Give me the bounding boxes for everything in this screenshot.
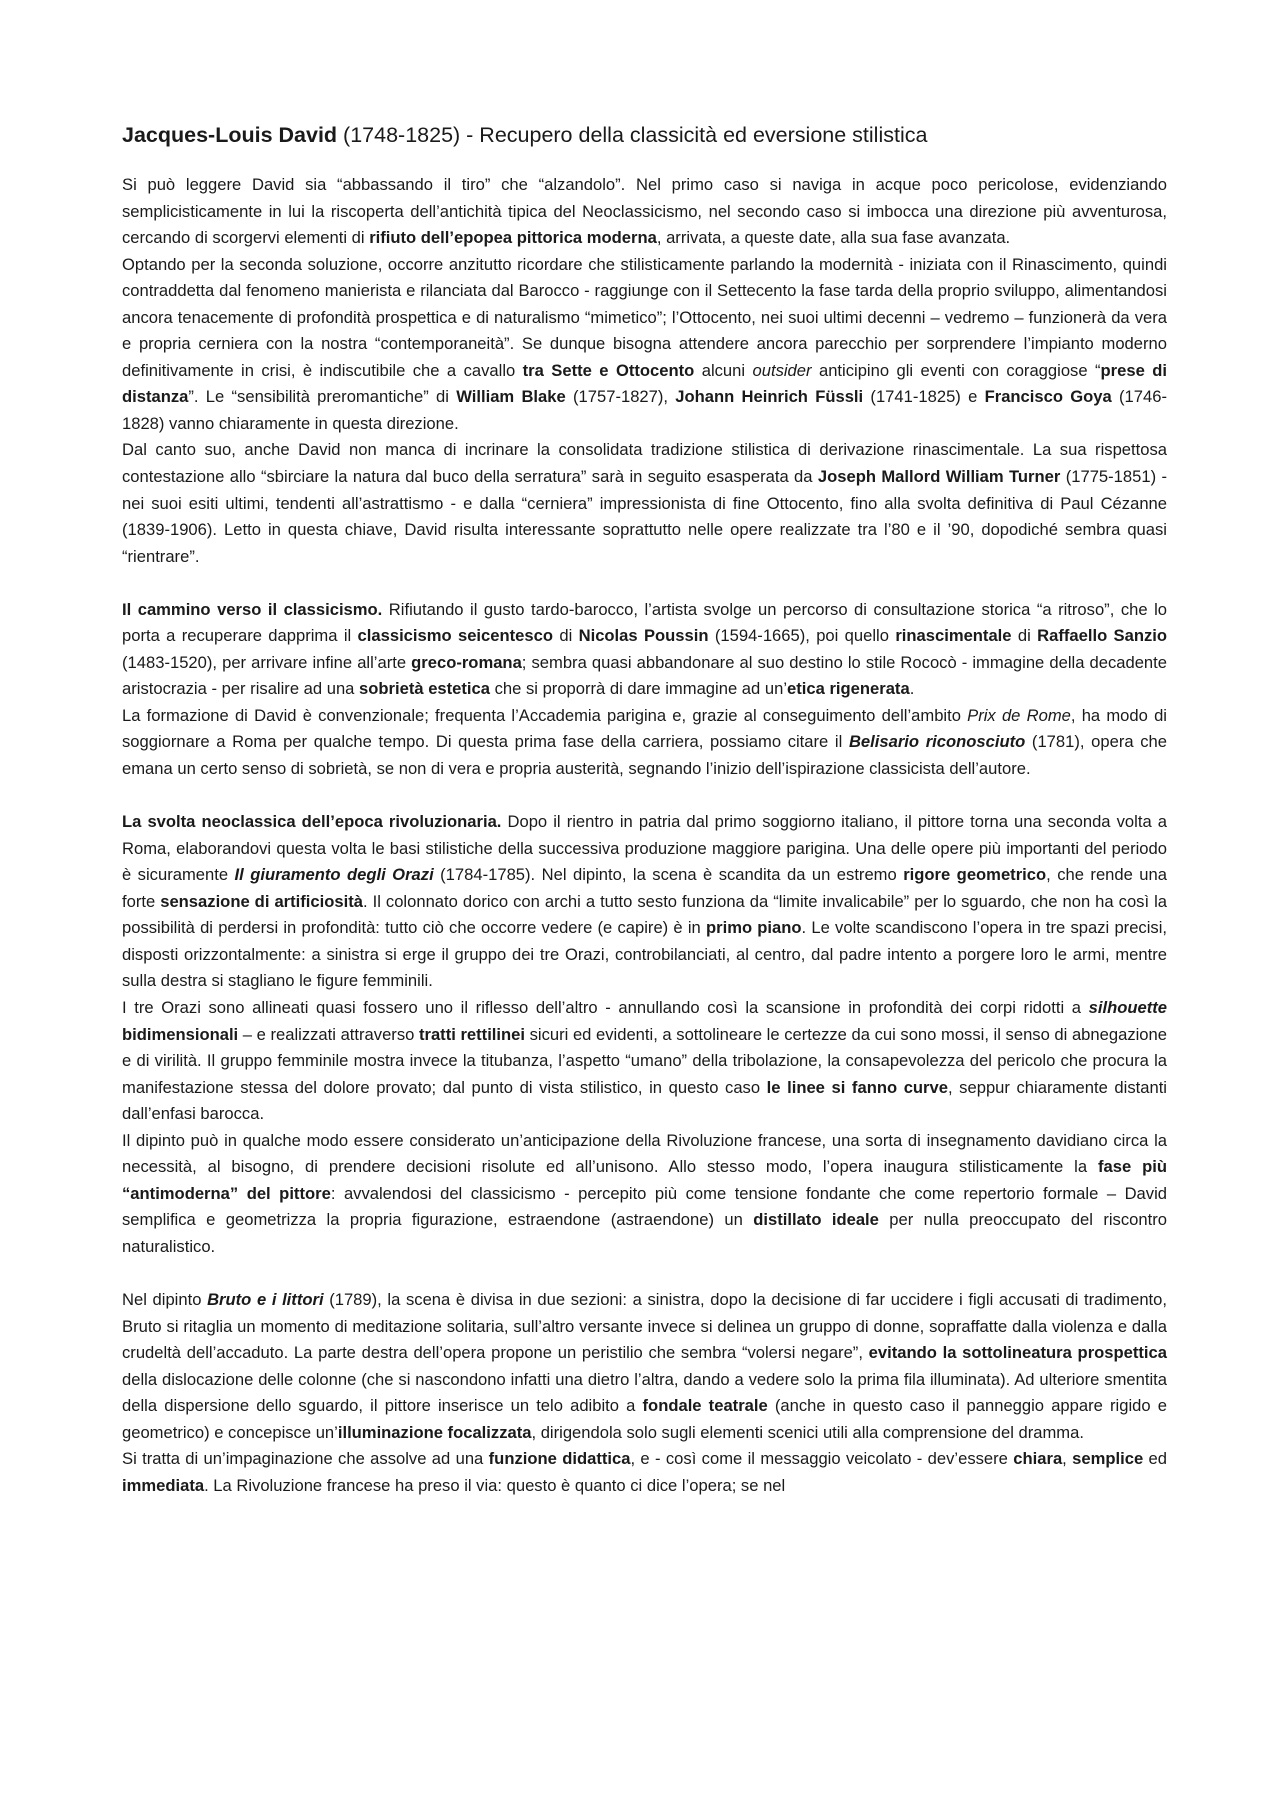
text-run: (1781), opera che emana un certo senso di sobrietà, se non di vera e propria austerità, segnando l’inizio dell’ispirazione classicista dell’autore. [122, 732, 1168, 779]
bold-text: funzione didattica [488, 1449, 631, 1469]
text-run: (1483-1520), per arrivare infine all’arte [122, 652, 412, 672]
text-run: (1748-1825) - Recupero della classicità ed eversione stilistica [337, 123, 928, 147]
paragraph-spacer [122, 570, 1167, 597]
text-run: , [1062, 1449, 1073, 1469]
text-run: , ha modo di soggiornare a Roma per qualche tempo. Di questa prima fase della carriera, possiamo citare il [122, 705, 1167, 752]
text-run: (1594-1665), poi quello [708, 626, 896, 646]
bold-text: Joseph Mallord William Turner [817, 467, 1061, 487]
bold-text: rifiuto dell’epopea pittorica moderna [369, 228, 657, 248]
bold-text: Jacques-Louis David [122, 123, 338, 147]
text-run: (1789), la scena è divisa in due sezioni: a sinistra, dopo la decisione di far uccidere i figli accusati di tradimento, Bruto si ritaglia un momento di meditazione solitaria, sull’altro versante invece si delinea un gruppo di donne, sopraffatte dalla violenza e dalla crudeltà dell’accaduto. La parte destra dell’opera propone un peristilio che sembra “volersi negare”, [122, 1289, 1167, 1363]
bold-text: greco-romana [411, 652, 522, 672]
text-run: I tre Orazi sono allineati quasi fossero uno il riflesso dell’altro - annullando così la scansione in profondità dei corpi ridotti a [122, 997, 1089, 1017]
bold-text: semplice [1072, 1449, 1144, 1469]
bold-text: tratti rettilinei [418, 1024, 525, 1044]
bold-text: La svolta neoclassica dell’epoca rivoluzionaria. [122, 812, 502, 832]
bold-text: prese di distanza [122, 360, 1167, 407]
bold-text: Il cammino verso il classicismo. [122, 599, 383, 619]
text-run: Si tratta di un’impaginazione che assolve ad una [122, 1449, 489, 1469]
bold-text: chiara [1013, 1449, 1063, 1469]
paragraph [122, 172, 1167, 252]
bold-text: tra Sette e Ottocento [522, 360, 695, 380]
bold-text: primo piano [705, 918, 802, 938]
document-body [122, 172, 1167, 1499]
bold-text: sensazione di artificiosità [160, 891, 363, 911]
bold-text: rigore geometrico [903, 865, 1047, 885]
text-run: Rifiutando il gusto tardo-barocco, l’artista svolge un percorso di consultazione storica “a ritroso”, che lo porta a recuperare dapprima il [122, 599, 1167, 646]
text-run: , e - così come il messaggio veicolato - dev’essere [630, 1449, 1014, 1469]
paragraph-spacer [122, 1260, 1167, 1287]
text-run: (1746-1828) vanno chiaramente in questa direzione. [122, 387, 1167, 433]
text-run: (1784-1785). Nel dipinto, la scena è scandita da un estremo [433, 865, 904, 885]
bold-text: Nicolas Poussin [578, 626, 709, 646]
bold-text: le linee si fanno curve [766, 1077, 948, 1097]
paragraph [122, 1128, 1167, 1261]
bold-text: sobrietà estetica [359, 679, 490, 699]
artwork-title: Bruto e i littori [207, 1289, 324, 1309]
text-run: , che rende una forte [122, 865, 1167, 911]
bold-text: illuminazione focalizzata [337, 1422, 532, 1442]
bold-text: fondale teatrale [642, 1396, 768, 1416]
artwork-title: silhouette [1088, 997, 1167, 1017]
text-run: La formazione di David è convenzionale; frequenta l’Accademia parigina e, grazie al conseguimento dell’ambito [122, 705, 968, 725]
bold-text: distillato ideale [753, 1210, 879, 1230]
text-run: per nulla preoccupato del riscontro naturalistico. [122, 1210, 1167, 1256]
text-run: Il dipinto può in qualche modo essere considerato un’anticipazione della Rivoluzione francese, una sorta di insegnamento davidiano circa la necessità, al bisogno, di prendere decisioni risolute ed all’unisono. Allo stesso modo, l’opera inaugura stilisticamente la [122, 1130, 1167, 1177]
text-run: Si può leggere David sia “abbassando il tiro” che “alzandolo”. Nel primo caso si naviga in acque poco pericolose, evidenziando semplicisticamente in lui la riscoperta dell’antichità tipica del Neoclassicismo, nel secondo caso si imbocca una direzione più avventurosa, cercando di scorgervi elementi di [122, 175, 1167, 248]
paragraph [122, 995, 1167, 1128]
paragraph-spacer [122, 783, 1167, 810]
text-run: ; sembra quasi abbandonare al suo destino lo stile Rococò - immagine della decadente aristocrazia - per risalire ad una [122, 652, 1167, 699]
artwork-title: Belisario riconosciuto [848, 732, 1026, 752]
bold-text: rinascimentale [895, 626, 1012, 646]
text-run: Dopo il rientro in patria dal primo soggiorno italiano, il pittore torna una seconda volta a Roma, elaborandovi questa volta le basi stilistiche della successiva produzione maggiore parigina. Una delle opere più importanti del periodo è sicuramente [122, 812, 1167, 885]
paragraph [122, 437, 1167, 570]
bold-text: fase più “antimoderna” del pittore [122, 1157, 1167, 1203]
text-run: sicuri ed evidenti, a sottolineare le certezze da cui sono mossi, il senso di abnegazione e di virilità. Il gruppo femminile mostra invece la titubanza, l’aspetto “umano” della tribolazione, la consapevolezza del pericolo che procura la manifestazione stessa del dolore provato; dal punto di vista stilistico, in questo caso [122, 1024, 1167, 1097]
text-run: (1775-1851) - nei suoi esiti ultimi, tendenti all’astrattismo - e dalla “cerniera” impressionista di fine Ottocento, fino alla svolta definitiva di Paul Cézanne (1839-1906). Letto in questa chiave, David risulta interessante soprattutto nelle opere realizzate tra l’80 e il ’90, dopodiché sembra quasi “rientrare”. [122, 467, 1168, 566]
bold-text: Francisco Goya [984, 387, 1112, 407]
paragraph [122, 1287, 1167, 1446]
text-run: alcuni [694, 360, 753, 380]
text-run: (anche in questo caso il panneggio appare rigido e geometrico) e concepisce un’ [122, 1396, 1167, 1442]
text-run: , dirigendola solo sugli elementi scenici utili alla comprensione del dramma. [531, 1422, 1084, 1442]
bold-text: Johann Heinrich Füssli [675, 387, 864, 407]
text-run: . Il colonnato dorico con archi a tutto sesto funziona da “limite invalicabile” per lo sguardo, che non ha così la possibilità di perdersi in profondità: tutto ciò che occorre vedere (e capire) è in [122, 891, 1168, 938]
paragraph [122, 1446, 1167, 1499]
text-run: della dislocazione delle colonne (che si nascondono infatti una dietro l’altra, dando a vedere solo la prima fila illuminata). Ad ulteriore smentita della dispersione dello sguardo, il pittore inserisce un telo adibito a [122, 1369, 1167, 1416]
text-run: anticipino gli eventi con coraggiose “ [811, 360, 1101, 380]
text-run: (1757-1827), [565, 387, 676, 407]
text-run: Nel dipinto [122, 1289, 208, 1309]
italic-text: Prix de Rome [967, 705, 1071, 725]
text-run: . [909, 679, 915, 699]
bold-text: Raffaello Sanzio [1037, 626, 1168, 646]
bold-text: etica rigenerata [787, 679, 910, 699]
paragraph [122, 809, 1167, 995]
text-run: . La Rivoluzione francese ha preso il via: questo è quanto ci dice l’opera; se nel [204, 1475, 786, 1495]
paragraph [122, 252, 1167, 438]
text-run: di [553, 626, 579, 646]
text-run: (1741-1825) e [863, 387, 985, 407]
paragraph [122, 703, 1167, 783]
page-title [122, 120, 1167, 150]
italic-text: outsider [752, 360, 812, 380]
text-run: ”. Le “sensibilità preromantiche” di [188, 387, 457, 407]
bold-text: William Blake [456, 387, 566, 407]
text-run: che si proporrà di dare immagine ad un’ [490, 679, 788, 699]
artwork-title: Il giuramento degli Orazi [234, 865, 434, 885]
text-run: . Le volte scandiscono l’opera in tre spazi precisi, disposti orizzontalmente: a sinistra si erge il gruppo dei tre Orazi, controbilanciati, al centro, dal padre intento a porgere loro le armi, mentre sulla destra si stagliano le figure femminili. [122, 918, 1168, 991]
text-run: Dal canto suo, anche David non manca di incrinare la consolidata tradizione stilistica di derivazione rinascimentale. La sua rispettosa contestazione allo “sbirciare la natura dal buco della serratura” sarà in seguito esasperata da [122, 440, 1167, 487]
bold-text: evitando la sottolineatura prospettica [868, 1343, 1168, 1363]
text-run: , arrivata, a queste date, alla sua fase avanzata. [656, 228, 1011, 248]
text-run: – e realizzati attraverso [238, 1024, 419, 1044]
paragraph [122, 597, 1167, 703]
text-run: : avvalendosi del classicismo - percepito più come tensione fondante che come repertorio formale – David semplifica e geometrizza la propria figurazione, estraendone (astraendone) un [122, 1183, 1167, 1230]
text-run: di [1011, 626, 1038, 646]
text-run: Optando per la seconda soluzione, occorre anzitutto ricordare che stilisticamente parlando la modernità - iniziata con il Rinascimento, quindi contraddetta dal fenomeno manierista e rilanciata dal Barocco - raggiunge con il Settecento la fase tarda della proprio sviluppo, alimentandosi ancora tenacemente di profondità prospettica e di naturalismo “mimetico”; l’Ottocento, nei suoi ultimi decenni – vedremo – funzionerà da vera e propria cerniera con la nostra “contemporaneità”. Se dunque bisogna attendere ancora parecchio per sorprendere l’impianto moderno definitivamente in crisi, è indiscutibile che a cavallo [122, 254, 1167, 380]
bold-text: classicismo seicentesco [357, 626, 553, 646]
text-run: , seppur chiaramente distanti dall’enfasi barocca. [122, 1077, 1167, 1124]
bold-text: bidimensionali [122, 1024, 239, 1044]
text-run: ed [1143, 1449, 1167, 1469]
bold-text: immediata [122, 1475, 205, 1495]
